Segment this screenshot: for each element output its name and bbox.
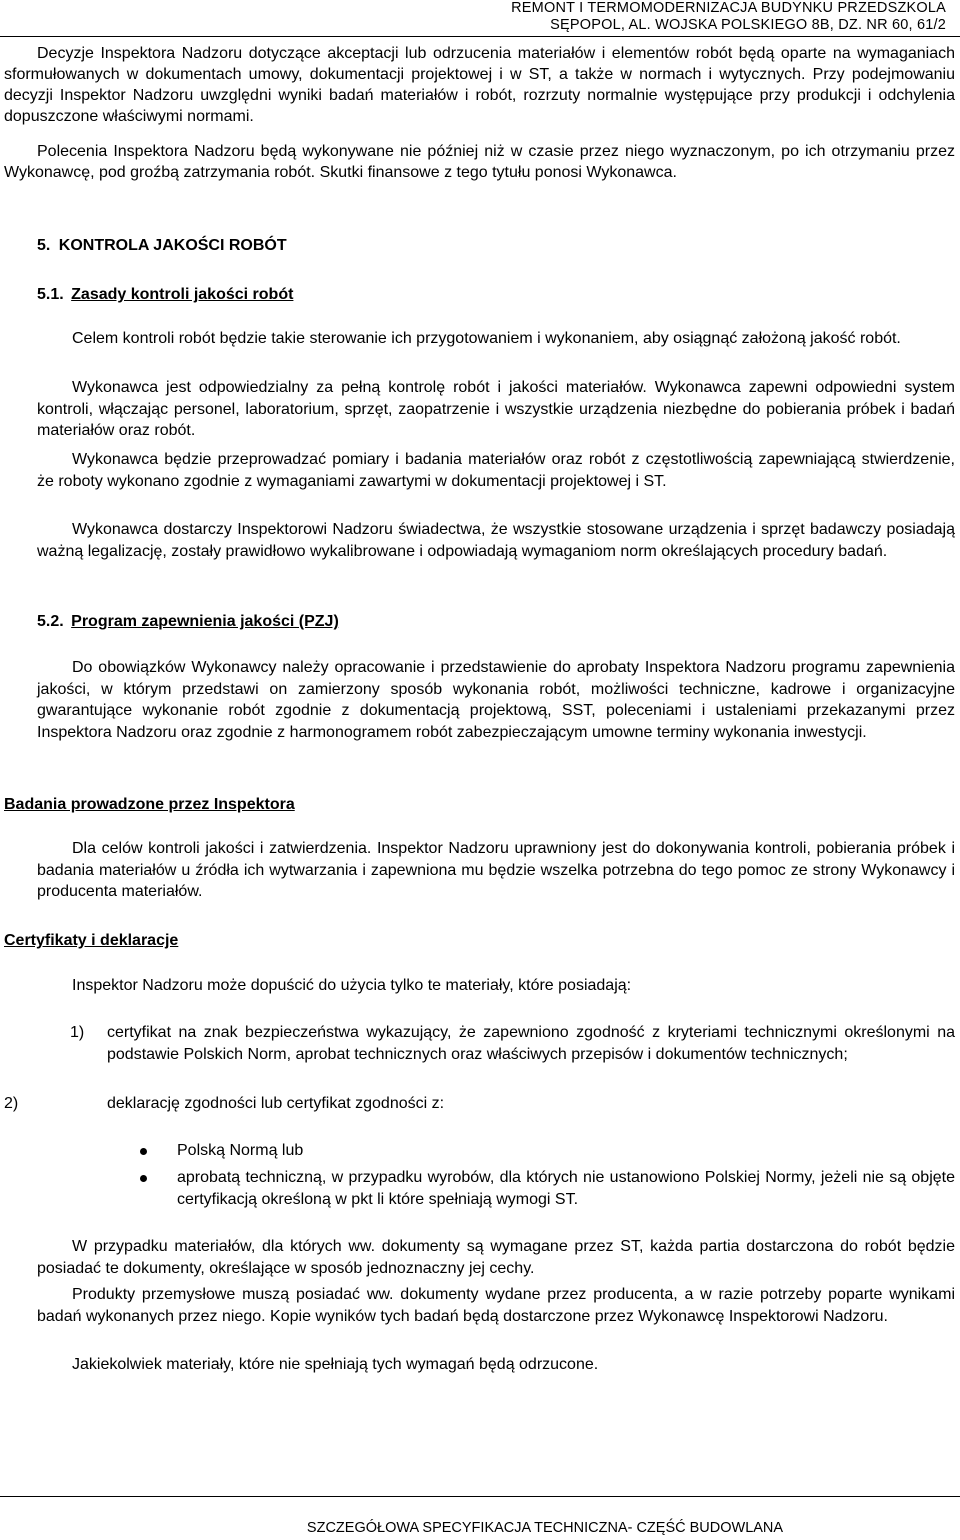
intro-paragraph-2: Polecenia Inspektora Nadzoru będą wykonywane nie później niż w czasie przez niego wyznaczonym, po ich otrzymaniu przez Wykonawcę, pod groźbą zatrzymania robót. Skutki finansowe z tego tytułu ponosi Wykonawca. [4, 143, 955, 181]
section-5-title: KONTROLA JAKOŚCI ROBÓT [58, 237, 287, 254]
bullet-item-1 [140, 1140, 955, 1162]
list-item-1 [37, 1022, 955, 1088]
certyfikaty-heading [4, 930, 955, 952]
list-item-2-number: 2) [4, 1095, 19, 1112]
page-footer: SZCZEGÓŁOWA SPECYFIKACJA TECHNICZNA- CZĘŚĆ BUDOWLANA [306, 1520, 784, 1536]
intro-paragraph-1: Decyzje Inspektora Nadzoru dotyczące akceptacji lub odrzucenia materiałów i elementów robót będą oparte na wymaganiach sformułowanych w dokumentach umowy, dokumentacji projektowej i w ST, a także w normach i wytycznych. Przy podejmowaniu decyzji Inspektor Nadzoru uwzględni wyniki badań materiałów i robót, rozrzuty normalnie występujące przy produkcji i odchylenia dopuszczone właściwymi normami. [4, 45, 955, 125]
list-item-2-text: deklarację zgodności lub certyfikat zgodności z: [107, 1095, 445, 1112]
bullet-item-2 [140, 1167, 955, 1211]
section-5-1-heading [37, 284, 955, 306]
certyfikaty-title: Certyfikaty i deklaracje [4, 932, 179, 949]
certyfikaty-paragraph-2: Produkty przemysłowe muszą posiadać ww. dokumenty wydane przez producenta, a w razie potrzeby poparte wynikami badań wykonanych przez niego. Kopie wyników tych badań będą dostarczone przez Wykonawcę Inspektorowi Nadzoru. [37, 1286, 955, 1325]
section-5-1-title: Zasady kontroli jakości robót [71, 286, 294, 303]
list-item-2 [0, 1093, 955, 1115]
section-5-1-paragraph-3: Wykonawca będzie przeprowadzać pomiary i badania materiałów oraz robót z częstotliwością zapewniającą stwierdzenie, że roboty wykonano zgodnie z wymaganiami zawartymi w dokumentacji projektowej i ST. [37, 451, 955, 490]
badania-paragraph: Dla celów kontroli jakości i zatwierdzenia. Inspektor Nadzoru uprawniony jest do dokonywania kontroli, pobierania próbek i badania materiałów u źródła ich wytwarzania i zapewniona mu będzie wszelka potrzebna do tego pomoc ze strony Wykonawcy i producenta materiałów. [37, 840, 955, 901]
section-5-1-paragraph-1: Celem kontroli robót będzie takie sterowanie ich przygotowaniem i wykonaniem, aby osiągnąć założoną jakość robót. [72, 330, 901, 347]
section-5-2-number: 5.2. [37, 613, 64, 630]
section-5-1-paragraph-2: Wykonawca jest odpowiedzialny za pełną kontrolę robót i jakości materiałów. Wykonawca zapewni odpowiedni system kontroli, włączając personel, laboratorium, sprzęt, zaopatrzenie i wszystkie urządzenia niezbędne do pobierania próbek i badań materiałów oraz robót. [37, 379, 955, 440]
bullet-item-2-text: aprobatą techniczną, w przypadku wyrobów, dla których nie ustanowiono Polskiej Normy, jeżeli nie są objęte certyfikacją określoną w pkt li które spełniają wymogi ST. [177, 1169, 955, 1208]
section-5-1-paragraph-4: Wykonawca dostarczy Inspektorowi Nadzoru świadectwa, że wszystkie stosowane urządzenia i sprzęt badawczy posiadają ważną legalizację, zostały prawidłowo wykalibrowane i odpowiadają wymaganiom norm określających procedury badań. [37, 521, 955, 560]
section-5-number: 5. [37, 237, 51, 254]
bullet-item-1-text: Polską Normą lub [177, 1142, 304, 1159]
section-5-2-title: Program zapewnienia jakości (PZJ) [71, 613, 339, 630]
section-5-heading [37, 235, 955, 257]
footer-rule [0, 1496, 960, 1497]
section-5-2-heading [37, 611, 955, 633]
bullet-icon [140, 1148, 147, 1155]
section-5-2-paragraph-1: Do obowiązków Wykonawcy należy opracowanie i przedstawienie do aprobaty Inspektora Nadzoru programu zapewnienia jakości, w którym przedstawi on zamierzony sposób wykonania robót, możliwości techniczne, kadrowe i organizacyjne gwarantujące wykonanie robót zgodnie z dokumentacją projektową, SST, poleceniami i ustaleniami przekazanymi przez Inspektora Nadzoru oraz zgodnie z harmonogramem robót zabezpieczającym umowne terminy wykonania inwestycji. [37, 659, 955, 741]
certyfikaty-intro: Inspektor Nadzoru może dopuścić do użycia tylko te materiały, które posiadają: [72, 977, 632, 994]
header-line-1: REMONT I TERMOMODERNIZACJA BUDYNKU PRZEDSZKOLA [511, 0, 946, 16]
section-5-1-number: 5.1. [37, 286, 64, 303]
badania-title: Badania prowadzone przez Inspektora [4, 796, 295, 813]
list-item-1-text: certyfikat na znak bezpieczeństwa wykazujący, że zapewniono zgodność z kryteriami technicznymi określonymi na podstawie Polskich Norm, aprobat technicznych oraz właściwych przepisów i dokumentów technicznych; [107, 1024, 955, 1063]
header-rule [0, 36, 960, 37]
header-line-2: SĘPOPOL, AL. WOJSKA POLSKIEGO 8B, DZ. NR 60, 61/2 [550, 17, 946, 33]
certyfikaty-paragraph-3: Jakiekolwiek materiały, które nie spełniają tych wymagań będą odrzucone. [72, 1356, 599, 1373]
list-item-1-number: 1) [70, 1024, 85, 1041]
bullet-icon [140, 1175, 147, 1182]
certyfikaty-paragraph-1: W przypadku materiałów, dla których ww. dokumenty są wymagane przez ST, każda partia dostarczona do robót będzie posiadać te dokumenty, określające w sposób jednoznaczny jej cechy. [37, 1238, 955, 1277]
page-header [511, 0, 946, 34]
badania-heading [4, 794, 955, 816]
